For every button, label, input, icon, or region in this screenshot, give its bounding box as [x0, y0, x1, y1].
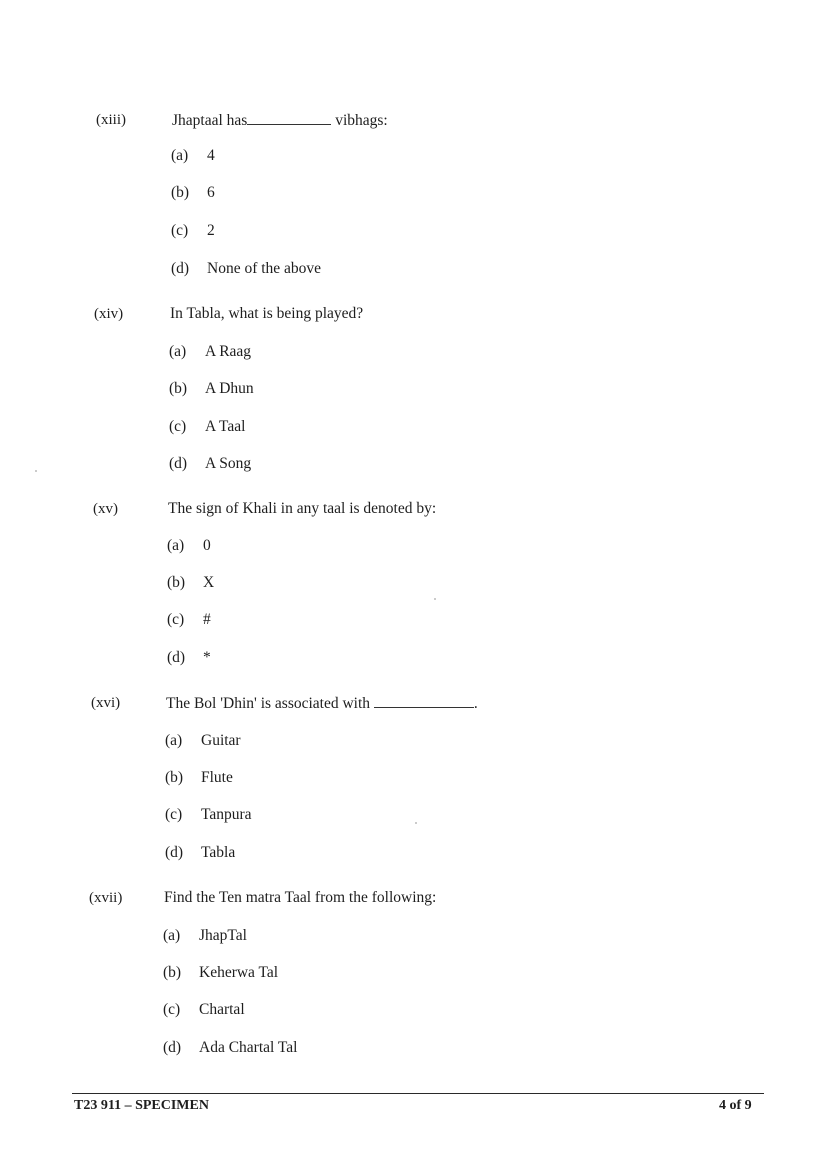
- option-a: [163, 926, 247, 946]
- option-text: X: [203, 574, 215, 591]
- question-text-before: Jhaptaal has: [172, 112, 248, 129]
- question-number: (xvii): [89, 890, 123, 906]
- option-c: [167, 610, 211, 630]
- question-number: (xv): [93, 501, 118, 517]
- option-label: (a): [169, 343, 187, 360]
- option-label: (d): [169, 455, 188, 472]
- question-text: [166, 693, 478, 714]
- option-label: (b): [167, 574, 186, 591]
- question-text: [172, 110, 388, 131]
- option-text: 2: [207, 222, 215, 239]
- scan-speck: [434, 598, 436, 600]
- option-d: [169, 454, 251, 474]
- answer-blank: [247, 110, 331, 125]
- option-a: [171, 146, 215, 166]
- option-label: (c): [165, 806, 183, 823]
- option-label: (a): [165, 732, 183, 749]
- option-b: [165, 768, 233, 788]
- option-text: 6: [207, 184, 215, 201]
- option-b: [167, 573, 214, 593]
- option-b: [163, 963, 278, 983]
- option-label: (b): [171, 184, 190, 201]
- option-text: JhapTal: [199, 927, 247, 944]
- option-text: Tabla: [201, 844, 236, 861]
- option-text: A Dhun: [205, 380, 254, 397]
- option-label: (d): [171, 260, 190, 277]
- option-c: [163, 1000, 245, 1020]
- option-text: Guitar: [201, 732, 241, 749]
- answer-blank: [374, 693, 474, 708]
- option-label: (b): [169, 380, 188, 397]
- scan-speck: [415, 822, 417, 824]
- option-label: (c): [167, 611, 185, 628]
- option-d: [171, 259, 321, 279]
- option-text: 4: [207, 147, 215, 164]
- option-d: [165, 843, 235, 863]
- option-a: [167, 536, 211, 556]
- option-label: (d): [165, 844, 184, 861]
- question-text-after: .: [473, 695, 478, 712]
- option-text: None of the above: [207, 260, 322, 277]
- option-text: Ada Chartal Tal: [199, 1039, 298, 1056]
- option-d: [163, 1038, 298, 1058]
- option-label: (c): [163, 1001, 181, 1018]
- option-c: [171, 221, 215, 241]
- option-label: (d): [163, 1039, 182, 1056]
- scan-speck: [35, 470, 37, 472]
- question-text: In Tabla, what is being played?: [170, 305, 364, 322]
- option-text: *: [203, 649, 211, 666]
- option-text: Tanpura: [201, 806, 252, 823]
- option-b: [171, 183, 215, 203]
- question-text-before: The Bol 'Dhin' is associated with: [166, 695, 371, 712]
- question-number: (xvi): [91, 695, 121, 711]
- option-label: (c): [171, 222, 189, 239]
- option-text: A Song: [205, 455, 252, 472]
- question-text-after: vibhags:: [335, 112, 388, 129]
- footer-paper-code: T23 911 – SPECIMEN: [74, 1098, 209, 1113]
- option-a: [165, 731, 241, 751]
- option-c: [169, 417, 245, 437]
- option-a: [169, 342, 251, 362]
- footer-divider: [72, 1093, 764, 1094]
- option-text: Chartal: [199, 1001, 245, 1018]
- footer-page-number: 4 of 9: [719, 1098, 752, 1113]
- option-label: (a): [163, 927, 181, 944]
- option-label: (c): [169, 418, 187, 435]
- option-text: #: [203, 611, 211, 628]
- option-c: [165, 805, 252, 825]
- option-text: Flute: [201, 769, 233, 786]
- option-label: (b): [165, 769, 184, 786]
- question-number: (xiii): [96, 112, 126, 128]
- question-text: The sign of Khali in any taal is denoted by:: [168, 500, 437, 517]
- option-text: A Taal: [205, 418, 246, 435]
- option-label: (a): [167, 537, 185, 554]
- option-b: [169, 379, 254, 399]
- option-label: (a): [171, 147, 189, 164]
- question-text: Find the Ten matra Taal from the following:: [164, 889, 437, 906]
- option-text: Keherwa Tal: [199, 964, 279, 981]
- option-text: 0: [203, 537, 211, 554]
- question-number: (xiv): [94, 306, 124, 322]
- option-label: (d): [167, 649, 186, 666]
- option-d: [167, 648, 211, 668]
- option-label: (b): [163, 964, 182, 981]
- option-text: A Raag: [205, 343, 252, 360]
